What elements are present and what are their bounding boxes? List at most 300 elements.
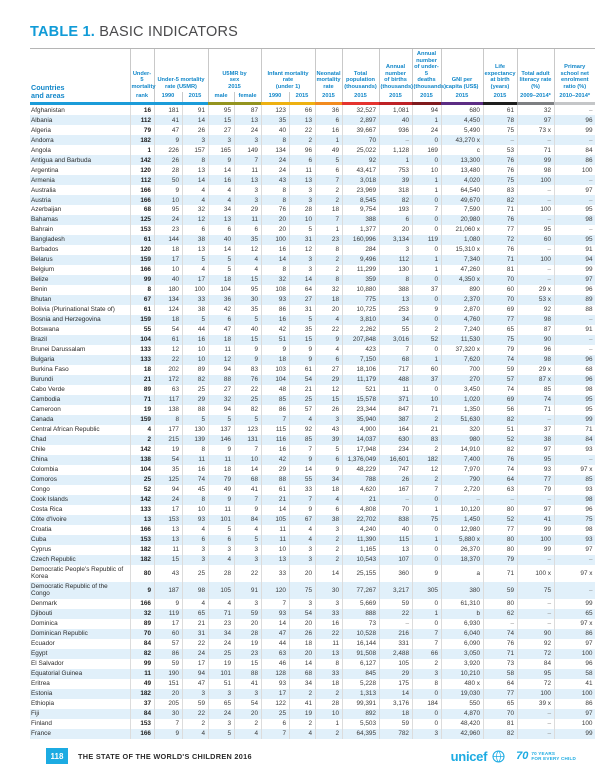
value-cell: 7 (412, 485, 441, 495)
rank-cell: 182 (130, 545, 154, 555)
value-cell: 2 (234, 719, 261, 729)
rank-cell: 84 (130, 639, 154, 649)
rank-cell: 159 (130, 315, 154, 325)
table-row (30, 719, 595, 729)
value-cell: 3 (208, 719, 234, 729)
value-cell: 97 x (554, 465, 595, 475)
value-cell: 60 (154, 629, 182, 639)
table-row (30, 195, 595, 205)
table-row (30, 165, 595, 175)
value-cell: c (441, 145, 483, 155)
value-cell: 22,702 (342, 515, 379, 525)
value-cell: 2 (315, 265, 342, 275)
value-cell: 35 (289, 325, 315, 335)
value-cell: 3 (412, 729, 441, 739)
value-cell: 97 x (554, 565, 595, 582)
column-subheader: male (208, 92, 234, 102)
value-cell: 149 (234, 145, 261, 155)
value-cell: 98 (554, 215, 595, 225)
value-cell: 38 (182, 235, 208, 245)
value-cell: 7 (261, 599, 289, 609)
value-cell: – (517, 135, 554, 145)
value-cell: 38 (517, 435, 554, 445)
column-subheader: 2015 (441, 92, 483, 102)
value-cell: 115 (379, 535, 412, 545)
value-cell: 13 (234, 115, 261, 125)
value-cell: 15 (154, 555, 182, 565)
value-cell: 0 (412, 525, 441, 535)
value-cell: 124 (154, 305, 182, 315)
table-row (30, 619, 595, 629)
value-cell: 37,320 x (441, 345, 483, 355)
value-cell: 1 (412, 175, 441, 185)
value-cell: 13 (261, 555, 289, 565)
value-cell: 42 (261, 455, 289, 465)
value-cell: 41 (234, 485, 261, 495)
value-cell: 105 (208, 582, 234, 599)
value-cell: 180 (154, 285, 182, 295)
value-cell: 104 (208, 285, 234, 295)
value-cell: 5 (234, 315, 261, 325)
value-cell: – (483, 135, 517, 145)
value-cell: 51 (261, 335, 289, 345)
value-cell: 11 (261, 525, 289, 535)
value-cell: 17 (182, 659, 208, 669)
value-cell: 61 (261, 485, 289, 495)
value-cell: 79 (483, 345, 517, 355)
value-cell: 95 (554, 235, 595, 245)
value-cell: 284 (342, 245, 379, 255)
value-cell: 64 (289, 285, 315, 295)
value-cell: 5 (208, 255, 234, 265)
value-cell: 15,310 x (441, 245, 483, 255)
value-cell: 7 (315, 175, 342, 185)
rank-cell: 2 (130, 435, 154, 445)
value-cell: 17 (261, 689, 289, 699)
table-row (30, 565, 595, 582)
country-cell: Denmark (31, 600, 57, 608)
value-cell: 70 (483, 709, 517, 719)
value-cell: 41 (554, 679, 595, 689)
value-cell: 5,503 (342, 719, 379, 729)
value-cell: 33 (289, 485, 315, 495)
value-cell: 138 (154, 405, 182, 415)
value-cell: 92 (517, 305, 554, 315)
value-cell: 4 (234, 729, 261, 739)
table-row (30, 599, 595, 609)
rank-cell: 133 (130, 355, 154, 365)
value-cell: 11 (234, 215, 261, 225)
value-cell: 3 (234, 195, 261, 205)
value-cell: 67 (289, 515, 315, 525)
value-cell: 4 (289, 729, 315, 739)
value-cell: 153 (154, 515, 182, 525)
value-cell: 11,179 (342, 375, 379, 385)
country-cell: El Salvador (31, 660, 64, 668)
value-cell: 2 (412, 445, 441, 455)
value-cell: 88 (234, 669, 261, 679)
value-cell: 3,134 (379, 235, 412, 245)
rank-cell: 166 (130, 599, 154, 609)
value-cell: 26,370 (441, 545, 483, 555)
value-cell: 10,880 (342, 285, 379, 295)
value-cell: 2 (315, 535, 342, 545)
column-group-header: Under-5 mortality (130, 49, 154, 93)
value-cell: 4 (182, 729, 208, 739)
table-row (30, 639, 595, 649)
value-cell: 8 (261, 265, 289, 275)
value-cell: 2,870 (441, 305, 483, 315)
value-cell: 22 (234, 385, 261, 395)
value-cell: 3 (182, 689, 208, 699)
value-cell: 43 (154, 565, 182, 582)
column-group-header: Primary school net enrolment ratio (%) (554, 49, 595, 93)
value-cell: a (441, 565, 483, 582)
value-cell: 8 (154, 415, 182, 425)
value-cell: 92 (289, 425, 315, 435)
value-cell: 2 (182, 719, 208, 729)
value-cell: 131 (234, 435, 261, 445)
value-cell: 10,543 (342, 555, 379, 565)
value-cell: 16 (261, 445, 289, 455)
value-cell: 226 (154, 145, 182, 155)
value-cell: 9 (412, 305, 441, 315)
value-cell: 0 (412, 545, 441, 555)
table-row (30, 535, 595, 545)
value-cell: 93 (554, 535, 595, 545)
country-cell: France (31, 730, 51, 738)
value-cell: 16 (315, 125, 342, 135)
value-cell: 22 (315, 629, 342, 639)
value-cell: 4 (182, 599, 208, 609)
value-cell: 51 (483, 425, 517, 435)
value-cell: 70 (483, 295, 517, 305)
value-cell: – (517, 265, 554, 275)
value-cell: 76 (483, 155, 517, 165)
value-cell: 7 (234, 155, 261, 165)
value-cell: 35 (154, 465, 182, 475)
value-cell: 18 (379, 709, 412, 719)
value-cell: 8 (379, 275, 412, 285)
value-cell: – (517, 415, 554, 425)
rank-cell: 120 (130, 245, 154, 255)
value-cell: 488 (379, 375, 412, 385)
value-cell: 15 (315, 395, 342, 405)
value-cell: 134 (261, 145, 289, 155)
value-cell: 95 (554, 405, 595, 415)
value-cell: 71 (483, 255, 517, 265)
value-cell: 15 (234, 275, 261, 285)
value-cell: 91 (554, 325, 595, 335)
value-cell: 888 (342, 609, 379, 619)
value-cell: 190 (154, 669, 182, 679)
value-cell: 76 (483, 245, 517, 255)
value-cell: 29 (182, 395, 208, 405)
value-cell: 88 (208, 375, 234, 385)
country-cell: Estonia (31, 690, 53, 698)
country-cell: Antigua and Barbuda (31, 156, 92, 164)
value-cell: 8 (182, 495, 208, 505)
value-cell: 71 (412, 405, 441, 415)
value-cell: 13 (182, 165, 208, 175)
value-cell: 6 (182, 535, 208, 545)
value-cell: 4,620 (342, 485, 379, 495)
value-cell: 3 (208, 545, 234, 555)
table-row (30, 385, 595, 395)
value-cell: 28 (289, 205, 315, 215)
value-cell: 24 (208, 709, 234, 719)
value-cell: 20 (289, 619, 315, 629)
value-cell: 66 (412, 649, 441, 659)
value-cell: 2 (315, 689, 342, 699)
table-row (30, 515, 595, 525)
value-cell: 95 (208, 105, 234, 115)
country-cell: Bangladesh (31, 236, 65, 244)
value-cell: 83 (234, 365, 261, 375)
table-row (30, 659, 595, 669)
report-title: THE STATE OF THE WORLD'S CHILDREN 2016 (78, 751, 252, 761)
value-cell: 56 (483, 405, 517, 415)
value-cell: 17 (154, 505, 182, 515)
value-cell: 96 (554, 375, 595, 385)
value-cell: 5 (182, 255, 208, 265)
value-cell: 3 (379, 245, 412, 255)
value-cell: 2 (412, 475, 441, 485)
value-cell: 40 (379, 115, 412, 125)
value-cell: 13 (289, 115, 315, 125)
value-cell: 2,720 (441, 485, 483, 495)
rank-cell: 133 (130, 345, 154, 355)
value-cell: 54 (154, 325, 182, 335)
value-cell: 9 (208, 445, 234, 455)
column-subheader: 2009–2014* (517, 92, 554, 102)
rank-cell: 25 (130, 475, 154, 485)
value-cell: 84 (517, 659, 554, 669)
value-cell: 64,540 (441, 185, 483, 195)
value-cell: 95 (554, 395, 595, 405)
value-cell: 70 (379, 505, 412, 515)
rank-cell: 71 (130, 395, 154, 405)
value-cell: 17 (182, 275, 208, 285)
value-cell: 28 (234, 629, 261, 639)
rank-cell: 70 (130, 629, 154, 639)
column-group-header: Infant mortality rate (under 1) (261, 49, 315, 93)
value-cell: – (483, 619, 517, 629)
value-cell: 82 (234, 405, 261, 415)
value-cell: 75 (554, 515, 595, 525)
value-cell: – (517, 555, 554, 565)
value-cell: – (517, 245, 554, 255)
rank-cell: 99 (130, 659, 154, 669)
country-cell: Andorra (31, 136, 54, 144)
country-cell: Eritrea (31, 680, 50, 688)
value-cell: 99 (554, 125, 595, 135)
value-cell: – (441, 495, 483, 505)
value-cell: 4 (208, 599, 234, 609)
value-cell: 29 (379, 669, 412, 679)
value-cell: 480 x (441, 679, 483, 689)
value-cell: 10 (154, 265, 182, 275)
value-cell: 20,980 (441, 215, 483, 225)
value-cell: 51 (208, 679, 234, 689)
value-cell: 28 (208, 565, 234, 582)
table-row (30, 689, 595, 699)
column-subheader: 2010–2014* (554, 92, 595, 102)
value-cell: 10 (234, 455, 261, 465)
value-cell: 99 (554, 265, 595, 275)
value-cell: 9 (289, 345, 315, 355)
value-cell: 76 (483, 215, 517, 225)
value-cell: 32 (208, 395, 234, 405)
value-cell: 11,390 (342, 535, 379, 545)
value-cell: 3 (289, 599, 315, 609)
value-cell: 169 (412, 145, 441, 155)
value-cell: 0 (412, 495, 441, 505)
value-cell: 97 (554, 545, 595, 555)
table-row (30, 465, 595, 475)
table-row (30, 185, 595, 195)
value-cell: 0 (412, 555, 441, 565)
value-cell: 15 (234, 659, 261, 669)
value-cell: 4 (208, 555, 234, 565)
value-cell: 4 (234, 525, 261, 535)
table-row (30, 345, 595, 355)
value-cell: 0 (412, 155, 441, 165)
country-cell: Cabo Verde (31, 386, 65, 394)
rank-cell: 166 (130, 185, 154, 195)
value-cell: 82 (483, 415, 517, 425)
column-subheader: 2015 (182, 92, 208, 102)
table-row (30, 505, 595, 515)
unicef-globe-icon (492, 750, 505, 763)
value-cell: 94 (412, 105, 441, 115)
value-cell: 100 (517, 535, 554, 545)
country-cell: Chile (31, 446, 46, 454)
value-cell: 19 (289, 709, 315, 719)
value-cell: 10,528 (342, 629, 379, 639)
value-cell: 234 (379, 445, 412, 455)
value-cell: 7 (261, 415, 289, 425)
value-cell: 68 (379, 355, 412, 365)
value-cell: 134 (154, 295, 182, 305)
column-subheader: 2015 (315, 92, 342, 102)
value-cell: 5 (182, 415, 208, 425)
value-cell: 54 (234, 699, 261, 709)
country-cell: Democratic People's Republic of Korea (31, 565, 124, 581)
value-cell: 100 (261, 235, 289, 245)
table-row (30, 545, 595, 555)
value-cell: 82 (483, 195, 517, 205)
value-cell: 57 (483, 375, 517, 385)
rank-cell: 55 (130, 325, 154, 335)
value-cell: 3 (289, 545, 315, 555)
value-cell: 10 (182, 355, 208, 365)
value-cell: 10 (412, 395, 441, 405)
value-cell: 4 (289, 535, 315, 545)
value-cell: – (517, 709, 554, 719)
value-cell: 30 (234, 295, 261, 305)
value-cell: 1,350 (441, 405, 483, 415)
value-cell: 7 (379, 345, 412, 355)
value-cell: 85 (261, 395, 289, 405)
table-row (30, 709, 595, 719)
value-cell: 3 (234, 555, 261, 565)
value-cell: 22 (182, 639, 208, 649)
value-cell: 71 (483, 649, 517, 659)
value-cell: 0 (412, 719, 441, 729)
column-subheader: 2015 (412, 92, 441, 102)
value-cell: 98 (517, 165, 554, 175)
country-cell: Brunei Darussalam (31, 346, 86, 354)
value-cell: 96 (554, 505, 595, 515)
value-cell: – (483, 495, 517, 505)
rank-cell: 138 (130, 455, 154, 465)
value-cell: 60 (517, 235, 554, 245)
value-cell: 3 (182, 545, 208, 555)
rank-cell: 1 (130, 145, 154, 155)
value-cell: 76 (234, 375, 261, 385)
value-cell: 94 (208, 365, 234, 375)
value-cell: 75 (517, 582, 554, 599)
table-row (30, 335, 595, 345)
value-cell: 12,980 (441, 525, 483, 535)
table-row (30, 175, 595, 185)
value-cell: 29 x (517, 365, 554, 375)
value-cell: 14 (289, 275, 315, 285)
value-cell: 77 (483, 315, 517, 325)
value-cell: 25 (208, 649, 234, 659)
value-cell: 35,940 (342, 415, 379, 425)
table-row (30, 555, 595, 565)
value-cell: 85 (554, 475, 595, 485)
table-row (30, 395, 595, 405)
value-cell: 108 (261, 285, 289, 295)
value-cell: 96 (289, 145, 315, 155)
value-cell: 32,527 (342, 105, 379, 115)
column-subheader: female (234, 92, 261, 102)
value-cell: 4 (208, 185, 234, 195)
value-cell: 0 (412, 225, 441, 235)
value-cell: 20 (261, 225, 289, 235)
value-cell: – (554, 455, 595, 465)
value-cell: 6,090 (441, 639, 483, 649)
value-cell: 101 (208, 515, 234, 525)
value-cell: 11 (208, 455, 234, 465)
value-cell: 12 (182, 215, 208, 225)
value-cell: 70 (342, 135, 379, 145)
value-cell: – (517, 619, 554, 629)
value-cell: 3 (315, 599, 342, 609)
value-cell: 4,350 x (441, 275, 483, 285)
value-cell: 80 (483, 535, 517, 545)
value-cell: 215 (154, 435, 182, 445)
value-cell: 91 (234, 582, 261, 599)
value-cell: 36 (315, 105, 342, 115)
value-cell: 33 (182, 295, 208, 305)
value-cell: 16 (182, 465, 208, 475)
value-cell: 24 (234, 125, 261, 135)
value-cell: 4 (182, 195, 208, 205)
value-cell: 16,144 (342, 639, 379, 649)
value-cell: 20 (315, 305, 342, 315)
table-row (30, 105, 595, 115)
value-cell: 305 (412, 582, 441, 599)
rank-cell: 80 (130, 565, 154, 582)
country-cell: Croatia (31, 525, 52, 533)
value-cell: 59 (483, 365, 517, 375)
value-cell: 15 (208, 115, 234, 125)
value-cell: 2 (412, 415, 441, 425)
